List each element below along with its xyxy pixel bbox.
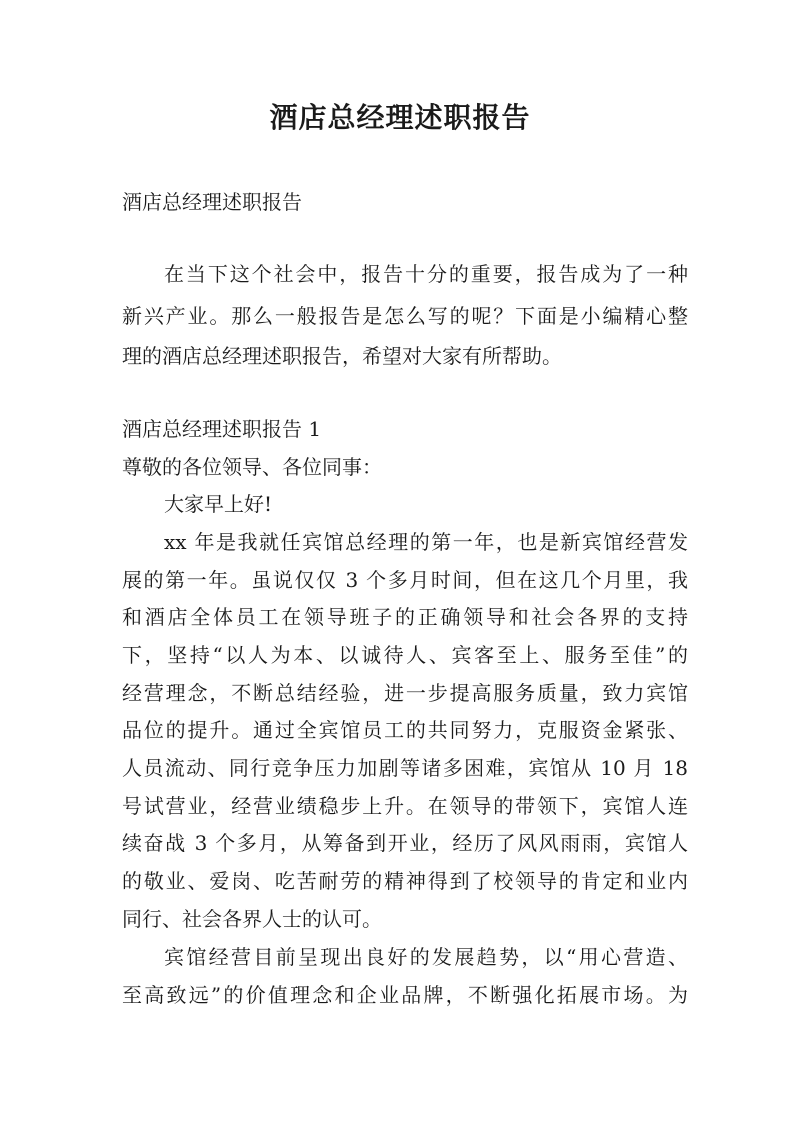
intro-line: 新兴产业。那么一般报告是怎么写的呢？下面是小编精心整 [122,304,688,328]
document-subtitle: 酒店总经理述职报告 [122,190,302,214]
paragraph-line: 人员流动、同行竞争压力加剧等诸多困难，宾馆从 10 月 18 [122,756,688,780]
paragraph-line: 的敬业、爱岗、吃苦耐劳的精神得到了校领导的肯定和业内 [122,869,688,893]
intro-line: 在当下这个社会中，报告十分的重要，报告成为了一种 [164,262,688,286]
paragraph-line: 续奋战 3 个多月，从筹备到开业，经历了风风雨雨，宾馆人 [122,831,688,855]
salutation: 尊敬的各位领导、各位同事： [122,455,382,479]
section-heading: 酒店总经理述职报告 1 [122,417,322,441]
paragraph-line: 同行、社会各界人士的认可。 [122,907,382,931]
paragraph-line: 下，坚持“以人为本、以诚待人、宾客至上、服务至佳”的 [122,643,688,667]
paragraph-line: 经营理念，不断总结经验，进一步提高服务质量，致力宾馆 [122,681,688,705]
paragraph-line: 和酒店全体员工在领导班子的正确领导和社会各界的支持 [122,605,688,629]
paragraph-line: 展的第一年。虽说仅仅 3 个多月时间，但在这几个月里，我 [122,568,688,592]
paragraph-line: 品位的提升。通过全宾馆员工的共同努力，克服资金紧张、 [122,718,688,742]
document-title: 酒店总经理述职报告 [269,101,531,134]
paragraph-line: xx 年是我就任宾馆总经理的第一年，也是新宾馆经营发 [164,530,688,554]
paragraph-line: 至高致远”的价值理念和企业品牌，不断强化拓展市场。为 [122,983,688,1007]
greeting: 大家早上好! [164,492,273,516]
paragraph-line: 号试营业，经营业绩稳步上升。在领导的带领下，宾馆人连 [122,794,688,818]
paragraph-line: 宾馆经营目前呈现出良好的发展趋势，以“用心营造、 [164,945,688,969]
intro-line: 理的酒店总经理述职报告，希望对大家有所帮助。 [122,344,562,368]
